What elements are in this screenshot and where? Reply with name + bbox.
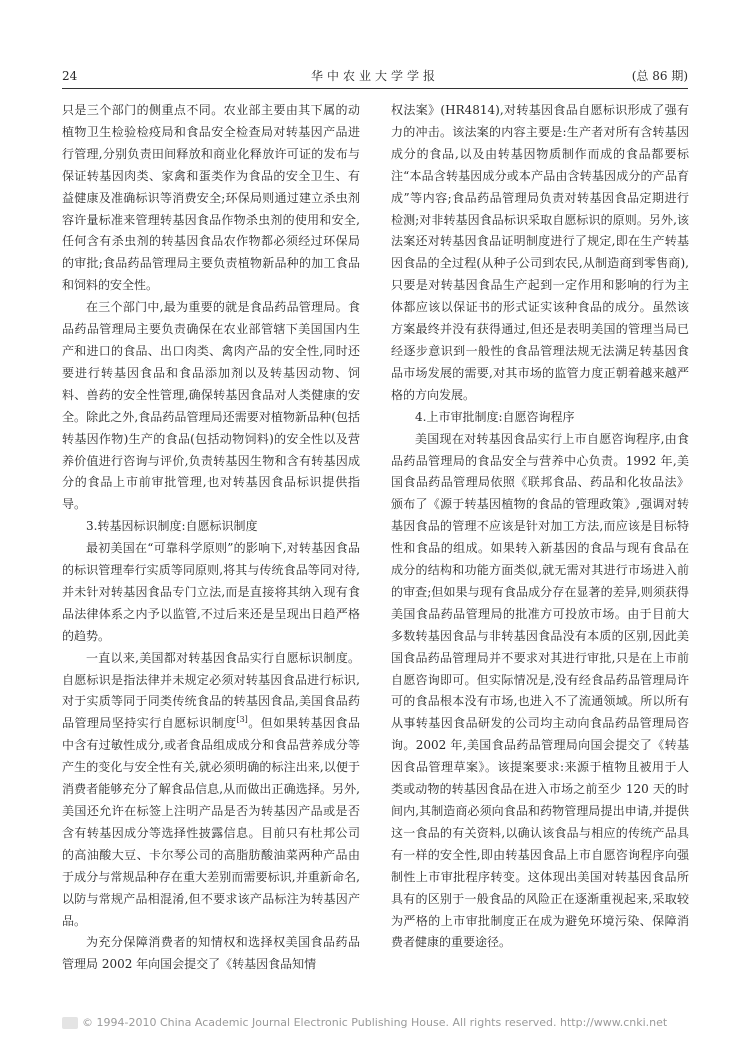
right-paragraph-1: 权法案》(HR4814),对转基因食品自愿标识形成了强有力的冲击。该法案的内容主要是:生产者对所有含转基因成分的食品,以及由转基因物质制作而成的食品都要标注“本品含转基因成分或本产品由含转基因成分的产品育成”等内容;食品药品管理局负责对转基因食品定期进行检测;对非转基因食品标识采取自愿标识的原则。另外,该法案还对转基因食品证明制度进行了规定,即在生产转基因食品的全过程(从种子公司到农民,从制造商到零售商),只要是对转基因食品生产起到一定作用和影响的行为主体都应该以保证书的形式证实该种食品的成分。虽然该方案最终并没有获得通过,但还是表明美国的管理当局已经逐步意识到一般性的食品管理法规无法满足转基因食品市场发展的需要,对其市场的监管力度正朝着越来越严格的方向发展。 [391,103,689,402]
left-paragraph-4 [62,648,360,933]
copyright-footer [62,1016,702,1029]
cnki-logo-icon [62,1017,78,1029]
paragraph-4-text-b: 。但如果转基因食品中含有过敏性成分,或者食品组成成分和食品营养成分等产生的变化与安全性有关,就必须明确的标注出来,以便于消费者能够充分了解食品信息,从而做出正确选择。另外,美国还允许在标签上注明产品是否为转基因产品或是否含有转基因成分等选择性披露信息。目前只有杜邦公司的高油酸大豆、卡尔琴公司的高脂肪酸油菜两种产品由于成分与常规品种存在重大差别而需要标识,并重新命名,以防与常规产品相混淆,但不要求该产品标注为转基因产品。 [62,716,360,928]
section-heading-4: 4.上市审批制度:自愿咨询程序 [415,409,575,424]
journal-title: 华中农业大学学报 [310,69,439,83]
left-paragraph-5: 为充分保障消费者的知情权和选择权美国食品药品管理局 2002 年向国会提交了《转基因食品知情 [62,935,360,972]
left-paragraph-3: 最初美国在“可靠科学原则”的影响下,对转基因食品的标识管理奉行实质等同原则,将其与传统食品等同对待,并未针对转基因食品专门立法,而是直接将其纳入现有食品法律体系之内予以监管,不过后来还是呈现出日趋严格的趋势。 [62,541,360,643]
citation-ref-3: [3] [236,715,248,725]
page-header [62,66,688,86]
copyright-text: © 1994-2010 China Academic Journal Electronic Publishing House. All rights reserved. http://www.cnki.net [82,1016,668,1029]
right-paragraph-2: 美国现在对转基因食品实行上市自愿咨询程序,由食品药品管理局的食品安全与营养中心负责。1992 年,美国食品药品管理局依照《联邦食品、药品和化妆品法》颁布了《源于转基因植物的食品的管理政策》,强调对转基因食品的管理不应该是针对加工方法,而应该是目标特性和食品的组成。如果转入新基因的食品与现有食品在成分的结构和功能方面类似,就无需对其进行市场进入前的审查;但如果与现有食品成分存在显著的差异,则须获得美国食品药品管理局的批准方可投放市场。由于目前大多数转基因食品与非转基因食品没有本质的区别,因此美国食品药品管理局并不要求对其进行审批,只是在上市前自愿咨询即可。但实际情况是,没有经食品药品管理局许可的食品根本没有市场,也进入不了流通领域。所以所有从事转基因食品研发的公司均主动向食品药品管理局咨询。2002 年,美国食品药品管理局向国会提交了《转基因食品管理草案》。该提案要求:来源于植物且被用于人类或动物的转基因食品在进入市场之前至少 120 天的时间内,其制造商必须向食品和药物管理局提出申请,并提供这一食品的有关资料,以确认该食品与相应的传统产品具有一样的安全性,即由转基因食品上市自愿咨询程序向强制性上市审批程序转变。这体现出美国对转基因食品所具有的区别于一般食品的风险正在逐渐重视起来,采取较为严格的上市审批制度正在成为避免环境污染、保障消费者健康的重要途径。 [391,431,689,950]
paragraph-4-text-a: 一直以来,美国都对转基因食品实行自愿标识制度。自愿标识是指法律并未规定必须对转基因食品进行标识,对于实质等同于同类传统食品的转基因食品,美国食品药品管理局坚持实行自愿标识制度 [62,650,360,731]
issue-number: (总 86 期) [631,69,688,83]
right-column [391,100,689,954]
page-number: 24 [62,69,78,83]
left-column [62,100,360,976]
left-paragraph-1: 只是三个部门的侧重点不同。农业部主要由其下属的动植物卫生检验检疫局和食品安全检查局对转基因产品进行管理,分别负责田间释放和商业化释放许可证的发布与保证转基因肉类、家禽和蛋类作为食品的安全卫生、有益健康及准确标识等消费安全;环保局则通过建立杀虫剂容许量标准来管理转基因食品作物杀虫剂的使用和安全,任何含有杀虫剂的转基因食品农作物都必须经过环保局的审批;食品药品管理局主要负责植物新品种的加工食品和饲料的安全性。 [62,103,360,293]
header-rule [62,88,688,89]
section-heading-3: 3.转基因标识制度:自愿标识制度 [86,519,258,534]
left-paragraph-2: 在三个部门中,最为重要的就是食品药品管理局。食品药品管理局主要负责确保在农业部管辖下美国国内生产和进口的食品、出口肉类、禽肉产品的安全性,同时还要进行转基因食品和食品添加剂以及转基因动物、饲料、兽药的安全性管理,确保转基因食品对人类健康的安全。除此之外,食品药品管理局还需要对植物新品种(包括转基因作物)生产的食品(包括动物饲料)的安全性以及营养价值进行咨询与评价,负责转基因生物和含有转基因成分的食品上市前审批管理,也对转基因食品标识提供指导。 [62,300,360,512]
